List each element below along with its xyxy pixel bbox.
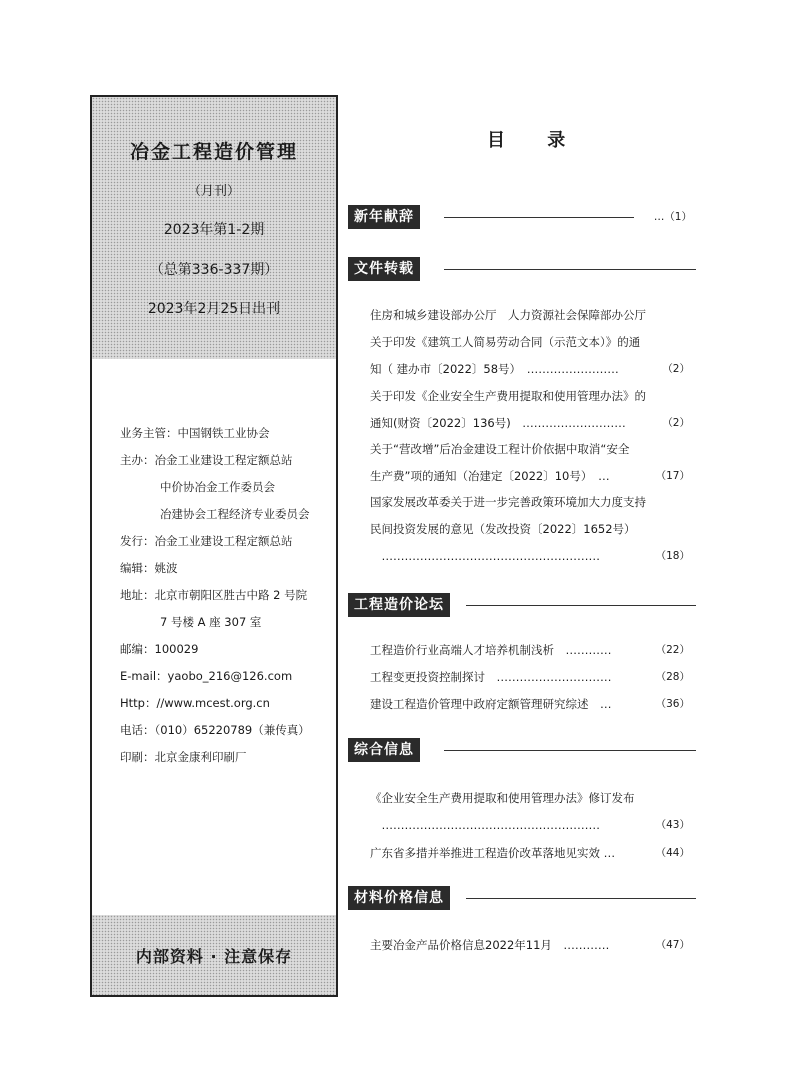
internal-note: 内部资料 · 注意保存 <box>135 946 293 966</box>
page-ref: （2） <box>662 417 690 429</box>
toc-entry-line[interactable]: ………………………………………………… （18） <box>370 549 690 563</box>
section-header-info <box>348 738 696 762</box>
editor-line: 编辑：姚波 <box>120 561 178 575</box>
page-ref: （2） <box>662 363 690 375</box>
toc-entry-line[interactable]: 主要冶金产品价格信息2022年11月 ………… （47） <box>370 938 690 952</box>
masthead-block <box>92 97 336 359</box>
email-line: E-mail：yaobo_216@126.com <box>120 669 293 683</box>
section-rule <box>466 605 696 606</box>
page-ref: （17） <box>655 470 690 482</box>
section-header-new-year <box>348 205 696 229</box>
magazine-issue: 2023年第1-2期 <box>163 222 265 238</box>
toc-entry-line[interactable]: 国家发展改革委关于进一步完善政策环境加大力度支持 <box>370 495 646 509</box>
page-ref: （22） <box>655 644 690 656</box>
toc-entry-line[interactable]: 建设工程造价管理中政府定额管理研究综述 … （36） <box>370 697 690 711</box>
printer-line: 印刷：北京金康利印刷厂 <box>120 750 247 764</box>
section-rule <box>444 269 696 270</box>
toc-entry-line[interactable]: 工程造价行业高端人才培养机制浅析 ………… （22） <box>370 643 690 657</box>
toc-title: 目 录 <box>487 130 584 151</box>
toc-entry-line[interactable]: 工程变更投资控制探讨 ………………………… （28） <box>370 670 690 684</box>
publisher-line: 发行：冶金工业建设工程定额总站 <box>120 534 293 548</box>
section-header-forum <box>348 593 696 617</box>
phone-line: 电话：（010）65220789（兼传真） <box>120 723 310 737</box>
section-rule <box>444 217 634 218</box>
page-ref: （18） <box>655 550 690 562</box>
page-ref: （36） <box>655 698 690 710</box>
magazine-frequency: （月刊） <box>187 184 240 199</box>
page-ref: …（1） <box>653 211 692 223</box>
toc-entry-line[interactable]: 《企业安全生产费用提取和使用管理办法》修订发布 <box>370 791 635 805</box>
page-ref: （43） <box>655 819 690 831</box>
sponsor-line: 主办：冶金工业建设工程定额总站 <box>120 453 293 467</box>
toc-entry-line[interactable]: 关于印发《企业安全生产费用提取和使用管理办法》的 <box>370 389 646 403</box>
section-rule <box>466 898 696 899</box>
section-label: 材料价格信息 <box>348 886 450 910</box>
website-line: Http：//www.mcest.org.cn <box>120 696 270 710</box>
sponsor-line: 中价协冶金工作委员会 <box>160 480 275 494</box>
toc-entry-line[interactable]: 关于“营改增”后冶金建设工程计价依据中取消“安全 <box>370 442 630 456</box>
toc-entry-line[interactable]: 广东省多措并举推进工程造价改革落地见实效 … （44） <box>370 846 690 860</box>
magazine-info-panel <box>90 95 338 997</box>
magazine-publish-date: 2023年2月25日出刊 <box>147 301 281 317</box>
toc-entry-line[interactable]: 知（ 建办市〔2022〕58号） …………………… （2） <box>370 362 690 376</box>
page-ref: （47） <box>655 939 690 951</box>
toc-entry-line[interactable]: 通知(财资〔2022〕136号) ……………………… （2） <box>370 416 690 430</box>
section-label: 新年献辞 <box>348 205 420 229</box>
address-line: 7 号楼 A 座 307 室 <box>160 615 262 629</box>
section-label: 文件转载 <box>348 257 420 281</box>
page-ref: （28） <box>655 671 690 683</box>
magazine-title: 冶金工程造价管理 <box>129 141 298 163</box>
toc-entry-line[interactable]: 民间投资发展的意见（发改投资〔2022〕1652号） <box>370 522 636 536</box>
postcode-line: 邮编：100029 <box>120 642 199 656</box>
internal-note-block <box>92 915 336 995</box>
section-rule <box>444 750 696 751</box>
publisher-info <box>120 423 335 774</box>
section-label: 综合信息 <box>348 738 420 762</box>
toc-entry-line[interactable]: 生产费”项的通知（冶建定〔2022〕10号） … （17） <box>370 469 690 483</box>
section-label: 工程造价论坛 <box>348 593 450 617</box>
page-ref: （44） <box>655 847 690 859</box>
toc-entry-line[interactable]: ………………………………………………… （43） <box>370 818 690 832</box>
toc-entry-line[interactable]: 住房和城乡建设部办公厅 人力资源社会保障部办公厅 <box>370 308 646 322</box>
address-line: 地址：北京市朝阳区胜古中路 2 号院 <box>120 588 308 602</box>
sponsor-line: 冶建协会工程经济专业委员会 <box>160 507 310 521</box>
section-header-materials <box>348 886 696 910</box>
supervisor-line: 业务主管：中国钢铁工业协会 <box>120 426 270 440</box>
section-header-documents <box>348 257 696 281</box>
toc-entry-line[interactable]: 关于印发《建筑工人简易劳动合同（示范文本）》的通 <box>370 335 641 349</box>
magazine-total-issue: （总第336-337期） <box>149 262 279 278</box>
